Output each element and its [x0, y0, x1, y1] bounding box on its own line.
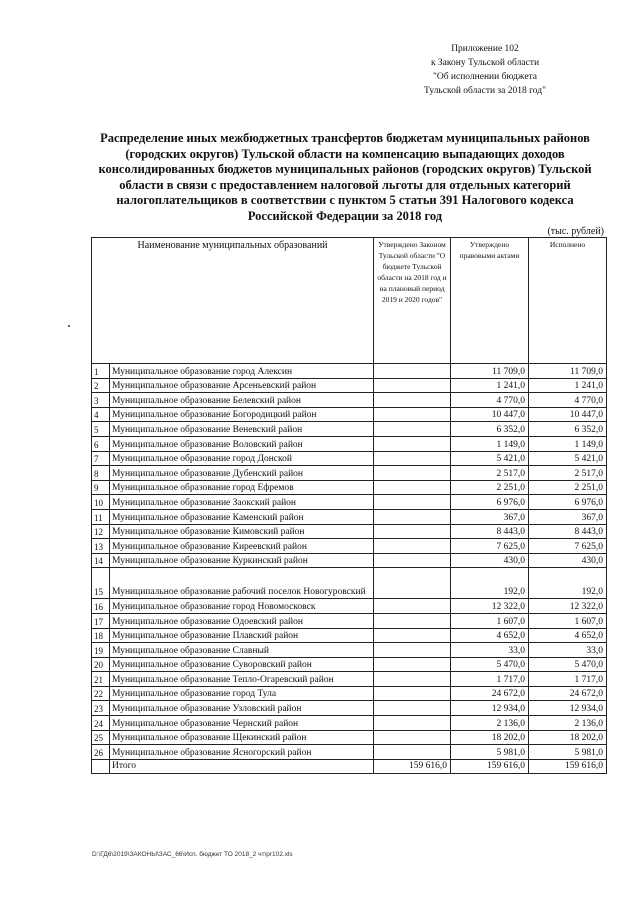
row-name: Муниципальное образование Веневский район: [110, 422, 374, 437]
row-approved-acts: 5 470,0: [451, 657, 529, 672]
row-approved-acts: 12 322,0: [451, 599, 529, 614]
row-number: 10: [92, 495, 110, 510]
row-approved-law: [374, 628, 451, 643]
row-name: Муниципальное образование город Тула: [110, 686, 374, 701]
total-row: [92, 759, 607, 773]
table-row: [92, 686, 607, 701]
table-row: [92, 553, 607, 568]
table-row: [92, 701, 607, 716]
row-executed: 2 251,0: [529, 480, 607, 495]
row-name: Муниципальное образование Каменский район: [110, 509, 374, 524]
margin-mark: [68, 325, 70, 327]
row-executed: 5 421,0: [529, 451, 607, 466]
row-number: 5: [92, 422, 110, 437]
table-row: [92, 628, 607, 643]
row-executed: 33,0: [529, 643, 607, 658]
row-executed: 6 976,0: [529, 495, 607, 510]
row-approved-acts: 7 625,0: [451, 539, 529, 554]
row-executed: 12 934,0: [529, 701, 607, 716]
total-label: Итого: [110, 759, 374, 773]
table-row: [92, 716, 607, 731]
table-row: [92, 657, 607, 672]
total-exec: 159 616,0: [529, 759, 607, 773]
total-num-cell: [92, 759, 110, 773]
row-approved-acts: 2 517,0: [451, 466, 529, 481]
row-approved-law: [374, 451, 451, 466]
row-executed: 1 149,0: [529, 436, 607, 451]
row-number: 16: [92, 599, 110, 614]
row-number: 24: [92, 716, 110, 731]
row-number: 4: [92, 407, 110, 422]
row-executed: 6 352,0: [529, 422, 607, 437]
appendix-line-3: "Об исполнении бюджета: [432, 72, 538, 82]
row-name: Муниципальное образование Арсеньевский район: [110, 378, 374, 393]
table-row: [92, 422, 607, 437]
row-approved-acts: 1 717,0: [451, 672, 529, 687]
row-name: Муниципальное образование город Донской: [110, 451, 374, 466]
row-approved-acts: 1 241,0: [451, 378, 529, 393]
row-approved-law: [374, 436, 451, 451]
table-header-row: [92, 238, 607, 364]
row-executed: 10 447,0: [529, 407, 607, 422]
row-approved-law: [374, 509, 451, 524]
row-approved-law: [374, 553, 451, 568]
row-approved-acts: 33,0: [451, 643, 529, 658]
row-name: Муниципальное образование Щекинский район: [110, 730, 374, 745]
row-name: Муниципальное образование город Алексин: [110, 364, 374, 379]
row-approved-law: [374, 745, 451, 760]
row-approved-acts: 4 652,0: [451, 628, 529, 643]
total-law: 159 616,0: [374, 759, 451, 773]
table-row: [92, 393, 607, 408]
table-row: [92, 643, 607, 658]
table-row: [92, 480, 607, 495]
row-number: 2: [92, 378, 110, 393]
table-body: [92, 364, 607, 760]
row-approved-acts: 6 352,0: [451, 422, 529, 437]
row-number: 3: [92, 393, 110, 408]
row-approved-acts: 12 934,0: [451, 701, 529, 716]
row-approved-law: [374, 524, 451, 539]
row-number: 22: [92, 686, 110, 701]
table-row: [92, 730, 607, 745]
row-name: Муниципальное образование Куркинский район: [110, 553, 374, 568]
row-executed: 8 443,0: [529, 524, 607, 539]
row-approved-law: [374, 393, 451, 408]
row-executed: 367,0: [529, 509, 607, 524]
table-row: [92, 539, 607, 554]
table-row: [92, 364, 607, 379]
row-approved-acts: 10 447,0: [451, 407, 529, 422]
file-path-footer: D:\ГД6\2019\ЗАКОНЫ\ЗАС_66\Исп. бюджет ТО 2018_2 чт\рr102.xls: [92, 851, 293, 858]
row-number: 6: [92, 436, 110, 451]
appendix-line-1: Приложение 102: [451, 44, 519, 54]
row-executed: 5 470,0: [529, 657, 607, 672]
row-number: 8: [92, 466, 110, 481]
row-approved-acts: 367,0: [451, 509, 529, 524]
row-approved-law: [374, 613, 451, 628]
table-row: [92, 672, 607, 687]
row-approved-law: [374, 495, 451, 510]
table-row: [92, 599, 607, 614]
row-name: Муниципальное образование Узловский район: [110, 701, 374, 716]
row-executed: 192,0: [529, 568, 607, 599]
row-name: Муниципальное образование Богородицкий район: [110, 407, 374, 422]
table-row: [92, 509, 607, 524]
row-name: Муниципальное образование город Ефремов: [110, 480, 374, 495]
row-number: 21: [92, 672, 110, 687]
row-number: 13: [92, 539, 110, 554]
row-executed: 24 672,0: [529, 686, 607, 701]
row-executed: 12 322,0: [529, 599, 607, 614]
row-number: 20: [92, 657, 110, 672]
row-name: Муниципальное образование город Новомосковск: [110, 599, 374, 614]
row-approved-acts: 6 976,0: [451, 495, 529, 510]
row-name: Муниципальное образование Ясногорский район: [110, 745, 374, 760]
table-row: [92, 451, 607, 466]
row-name: Муниципальное образование Чернский район: [110, 716, 374, 731]
row-name: Муниципальное образование Тепло-Огаревский район: [110, 672, 374, 687]
header-approved-acts: Утверждено правовыми актами: [451, 238, 529, 364]
header-approved-law: Утверждено Законом Тульской области "О бюджете Тульской области на 2018 год и на плановый период 2019 и 2020 годов": [374, 238, 451, 364]
table-row: [92, 436, 607, 451]
row-approved-acts: 5 981,0: [451, 745, 529, 760]
appendix-line-2: к Закону Тульской области: [430, 58, 540, 68]
row-name: Муниципальное образование Кимовский район: [110, 524, 374, 539]
total-acts: 159 616,0: [451, 759, 529, 773]
table-row: [92, 613, 607, 628]
row-approved-law: [374, 701, 451, 716]
row-number: 7: [92, 451, 110, 466]
appendix-line-4: Тульской области за 2018 год": [424, 86, 546, 96]
row-number: 26: [92, 745, 110, 760]
row-approved-law: [374, 480, 451, 495]
row-number: 9: [92, 480, 110, 495]
row-approved-acts: 5 421,0: [451, 451, 529, 466]
table-row: [92, 378, 607, 393]
row-number: 17: [92, 613, 110, 628]
row-name: Муниципальное образование Одоевский район: [110, 613, 374, 628]
row-approved-acts: 1 607,0: [451, 613, 529, 628]
row-name: Муниципальное образование Славный: [110, 643, 374, 658]
row-name: Муниципальное образование Плавский район: [110, 628, 374, 643]
row-name: Муниципальное образование Дубенский район: [110, 466, 374, 481]
transfers-table: [91, 237, 607, 774]
row-approved-acts: 8 443,0: [451, 524, 529, 539]
row-number: 18: [92, 628, 110, 643]
row-executed: 4 652,0: [529, 628, 607, 643]
row-approved-law: [374, 422, 451, 437]
row-executed: 1 607,0: [529, 613, 607, 628]
row-name: Муниципальное образование Заокский район: [110, 495, 374, 510]
row-number: 12: [92, 524, 110, 539]
row-number: 11: [92, 509, 110, 524]
row-name: Муниципальное образование рабочий поселок Новогуровский: [110, 568, 374, 599]
row-number: 19: [92, 643, 110, 658]
table-row: [92, 466, 607, 481]
row-approved-law: [374, 657, 451, 672]
row-approved-law: [374, 466, 451, 481]
row-approved-law: [374, 539, 451, 554]
row-approved-law: [374, 599, 451, 614]
row-name: Муниципальное образование Воловский район: [110, 436, 374, 451]
row-executed: 4 770,0: [529, 393, 607, 408]
row-executed: 18 202,0: [529, 730, 607, 745]
units-label: (тыс. рублей): [547, 226, 604, 237]
row-number: 14: [92, 553, 110, 568]
row-approved-acts: 192,0: [451, 568, 529, 599]
row-approved-acts: 1 149,0: [451, 436, 529, 451]
row-approved-acts: 11 709,0: [451, 364, 529, 379]
row-approved-law: [374, 568, 451, 599]
row-approved-law: [374, 378, 451, 393]
row-approved-law: [374, 364, 451, 379]
row-approved-law: [374, 686, 451, 701]
row-executed: 1 717,0: [529, 672, 607, 687]
row-approved-acts: 2 251,0: [451, 480, 529, 495]
row-executed: 430,0: [529, 553, 607, 568]
row-approved-acts: 18 202,0: [451, 730, 529, 745]
table-row: [92, 407, 607, 422]
row-name: Муниципальное образование Киреевский район: [110, 539, 374, 554]
document-title: Распределение иных межбюджетных трансфертов бюджетам муниципальных районов (городских округов) Тульской области на компенсацию выпадающих доходов консолидированных бюджетов муниципальных районов (городских округов) Тульской области в связи с предоставлением налоговой льготы для отдельных категорий налогоплательщиков в соответствии с пунктом 5 статьи 391 Налогового кодекса Российской Федерации за 2018 год: [98, 131, 592, 223]
row-executed: 7 625,0: [529, 539, 607, 554]
row-name: Муниципальное образование Белевский район: [110, 393, 374, 408]
row-executed: 2 136,0: [529, 716, 607, 731]
table-row: [92, 745, 607, 760]
row-approved-law: [374, 716, 451, 731]
row-executed: 5 981,0: [529, 745, 607, 760]
row-approved-acts: 430,0: [451, 553, 529, 568]
row-approved-law: [374, 730, 451, 745]
appendix-block: [400, 42, 570, 98]
row-approved-law: [374, 672, 451, 687]
row-name: Муниципальное образование Суворовский район: [110, 657, 374, 672]
row-number: 1: [92, 364, 110, 379]
table-row: [92, 495, 607, 510]
row-approved-acts: 4 770,0: [451, 393, 529, 408]
header-name: Наименование муниципальных образований: [92, 238, 374, 364]
row-number: 23: [92, 701, 110, 716]
table-row: [92, 524, 607, 539]
table-row: [92, 568, 607, 599]
row-approved-acts: 24 672,0: [451, 686, 529, 701]
row-executed: 11 709,0: [529, 364, 607, 379]
row-approved-law: [374, 643, 451, 658]
row-executed: 1 241,0: [529, 378, 607, 393]
row-number: 15: [92, 568, 110, 599]
row-approved-acts: 2 136,0: [451, 716, 529, 731]
header-executed: Исполнено: [529, 238, 607, 364]
row-number: 25: [92, 730, 110, 745]
row-executed: 2 517,0: [529, 466, 607, 481]
row-approved-law: [374, 407, 451, 422]
